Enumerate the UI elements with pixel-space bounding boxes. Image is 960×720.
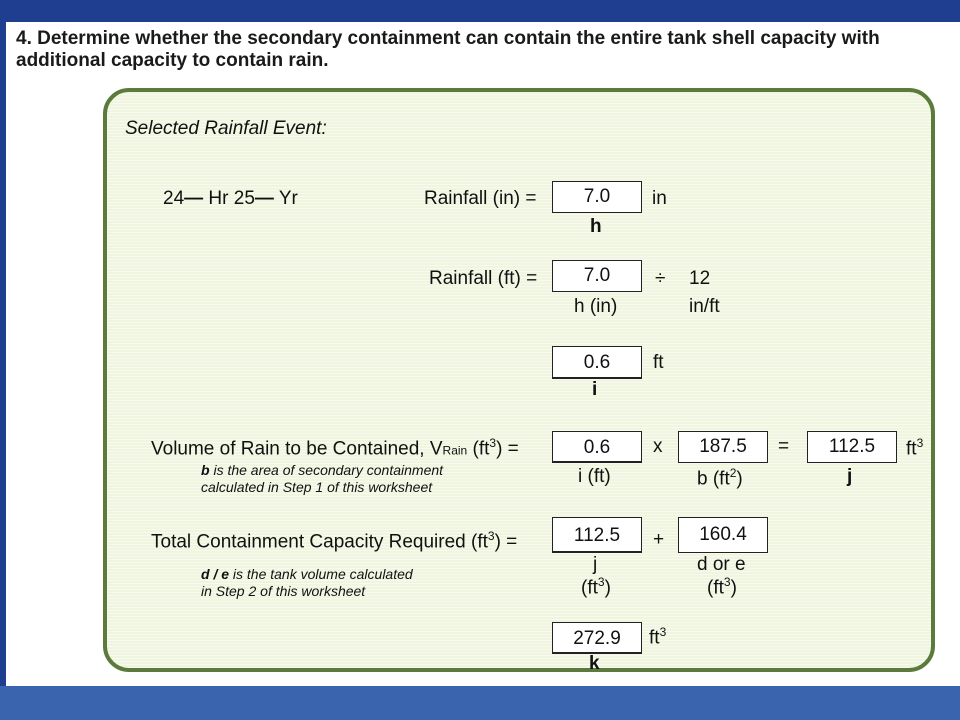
top-accent-bar	[0, 0, 960, 22]
rainfall-in-unit: in	[652, 188, 667, 209]
divisor-value: 12	[689, 268, 711, 289]
volume-i-underline	[552, 461, 642, 463]
total-label: Total Containment Capacity Required $(ft^3)$ =	[151, 529, 518, 553]
bottom-accent-bar	[0, 686, 960, 720]
plus-operator: +	[653, 529, 665, 550]
left-accent-bar	[0, 0, 6, 720]
total-j-value: 112.5	[552, 517, 642, 553]
event-years-unit: Yr	[278, 188, 298, 209]
k-unit: $ft^3$	[649, 625, 667, 649]
volume-i-sublabel: i (ft)	[578, 466, 611, 487]
rainfall-ft-label: Rainfall (ft) =	[429, 268, 538, 289]
volume-b-value: 187.5	[678, 431, 768, 463]
total-de-value: 160.4	[678, 517, 768, 553]
total-de-unit: $(ft^3)$	[707, 575, 737, 599]
total-j-underline	[552, 551, 642, 553]
volume-note: b is the area of secondary containment calculated in Step 1 of this worksheet	[201, 462, 444, 495]
total-j-unit: $(ft^3)$	[581, 575, 611, 599]
rainfall-in-value: 7.0	[552, 181, 642, 213]
volume-i-value: 0.6	[552, 431, 642, 463]
event-hours-unit: Hr	[208, 188, 229, 209]
storm-event: 24— Hr 25— Yr	[163, 188, 298, 209]
i-unit: ft	[653, 352, 664, 373]
volume-b-sublabel: b $(ft^2)$	[697, 466, 743, 490]
var-h: h	[590, 216, 602, 237]
k-value: 272.9	[552, 622, 642, 654]
rainfall-ft-value: 7.0	[552, 260, 642, 292]
var-k: k	[589, 653, 600, 674]
total-j-sublabel: j	[593, 554, 598, 575]
equals-operator: =	[778, 436, 790, 457]
total-note: d / e is the tank volume calculated in Step 2 of this worksheet	[201, 566, 413, 599]
event-hours: 24	[163, 188, 185, 209]
total-de-sublabel: d or e	[697, 554, 746, 575]
rainfall-worksheet-panel	[103, 88, 935, 672]
i-value: 0.6	[552, 346, 642, 378]
var-i: i	[592, 379, 598, 400]
multiply-operator: x	[653, 436, 663, 457]
rainfall-in-label: Rainfall (in) =	[424, 188, 537, 209]
panel-title: Selected Rainfall Event:	[125, 118, 327, 139]
volume-j-value: 112.5	[807, 431, 897, 463]
divide-operator: ÷	[655, 268, 666, 289]
event-years: 25	[233, 188, 255, 209]
rainfall-ft-sublabel: h (in)	[574, 296, 618, 317]
volume-label: Volume of Rain to be Contained, VRain $(ft^3)$ =	[151, 436, 519, 460]
divisor-sublabel: in/ft	[689, 296, 720, 317]
var-j: j	[847, 466, 853, 487]
volume-j-unit: $ft^3$	[906, 436, 924, 460]
step-heading: 4. Determine whether the secondary containment can contain the entire tank shell capacity with additional capacity to contain rain.	[16, 28, 880, 71]
